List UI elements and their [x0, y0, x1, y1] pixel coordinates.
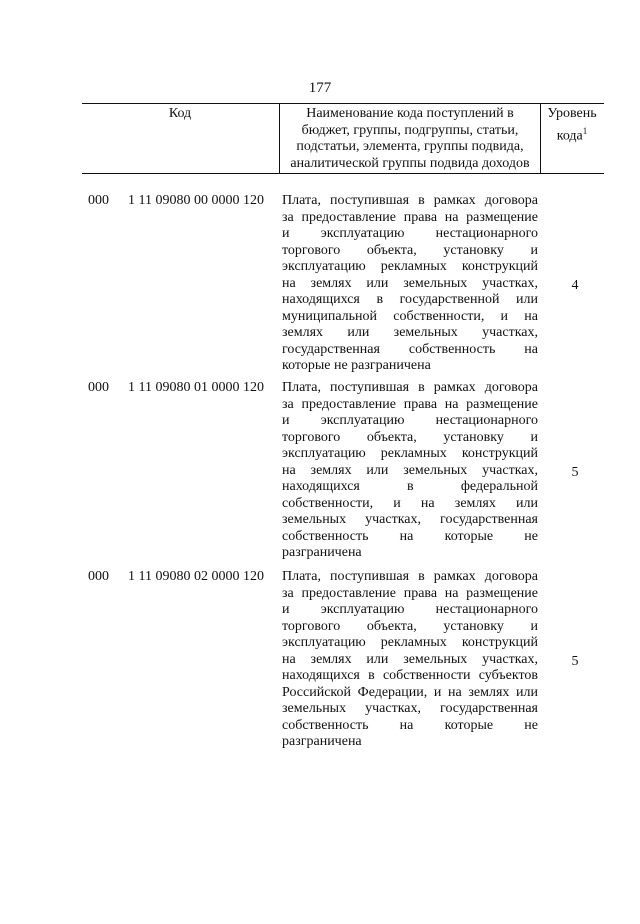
admin-code: 000	[88, 193, 109, 208]
header-name-line: аналитической группы подвида доходов	[290, 155, 530, 171]
header-name	[280, 106, 540, 172]
header-level-line: Уровень	[547, 106, 597, 121]
name-line: за предоставление права на размещение	[282, 209, 538, 225]
name-line: торгового объекта, установку и	[282, 242, 538, 258]
name-line: торгового объекта, установку и	[282, 429, 538, 445]
header-code: Код	[168, 106, 192, 121]
name-line: находящихся в федеральной	[282, 479, 538, 494]
name-line: и эксплуатацию нестационарного	[282, 226, 538, 241]
name-line: за предоставление права на размещение	[282, 585, 538, 601]
name-line: государственная собственность на	[282, 341, 538, 357]
code-level: 5	[571, 654, 579, 669]
header-name-line: Наименование кода поступлений в	[306, 106, 514, 121]
name-line: эксплуатацию рекламных конструкций	[282, 259, 538, 274]
header-level-line	[541, 123, 603, 145]
header-name-line: бюджет, группы, подгруппы, статьи,	[301, 122, 519, 138]
header-level	[541, 106, 603, 145]
name-line: Российской Федерации, и на землях или	[282, 684, 538, 700]
revenue-code: 1 11 09080 00 0000 120	[128, 193, 264, 208]
admin-code: 000	[88, 569, 109, 584]
name-line: собственности, и на землях или	[282, 495, 538, 511]
revenue-name	[282, 569, 538, 751]
code-level: 4	[571, 278, 579, 293]
name-line: эксплуатацию рекламных конструкций	[282, 446, 538, 461]
header-name-line: подстатьи, элемента, группы подвида,	[296, 139, 524, 154]
name-line: находящихся в государственной или	[282, 292, 538, 307]
name-line: разграничена	[282, 545, 362, 560]
revenue-name	[282, 380, 538, 562]
name-line: разграничена	[282, 734, 362, 749]
name-line: находящихся в собственности субъектов	[282, 668, 538, 683]
revenue-code: 1 11 09080 01 0000 120	[128, 380, 264, 395]
table-header	[82, 103, 604, 174]
name-line: муниципальной собственности, и на	[282, 308, 538, 324]
name-line: на землях или земельных участках,	[282, 462, 538, 478]
header-level-text: кода	[556, 128, 583, 144]
name-line: на землях или земельных участках,	[282, 651, 538, 667]
name-line: эксплуатацию рекламных конструкций	[282, 635, 538, 650]
admin-code: 000	[88, 380, 109, 395]
name-line: Плата, поступившая в рамках договора	[282, 569, 538, 584]
name-line: за предоставление права на размещение	[282, 396, 538, 412]
code-level: 5	[571, 465, 579, 480]
revenue-name	[282, 193, 538, 375]
name-line: собственность на которые не	[282, 528, 538, 544]
name-line: земельных участках, государственная	[282, 512, 538, 527]
page-number: 177	[308, 80, 332, 96]
name-line: и эксплуатацию нестационарного	[282, 602, 538, 617]
name-line: собственность на которые не	[282, 717, 538, 733]
name-line: Плата, поступившая в рамках договора	[282, 380, 538, 395]
revenue-code: 1 11 09080 02 0000 120	[128, 569, 264, 584]
name-line: которые не разграничена	[282, 358, 431, 373]
name-line: на землях или земельных участках,	[282, 275, 538, 291]
name-line: и эксплуатацию нестационарного	[282, 413, 538, 428]
name-line: торгового объекта, установку и	[282, 618, 538, 634]
footnote-marker: 1	[582, 125, 588, 136]
name-line: Плата, поступившая в рамках договора	[282, 193, 538, 208]
name-line: землях или земельных участках,	[282, 325, 538, 340]
name-line: земельных участках, государственная	[282, 701, 538, 716]
